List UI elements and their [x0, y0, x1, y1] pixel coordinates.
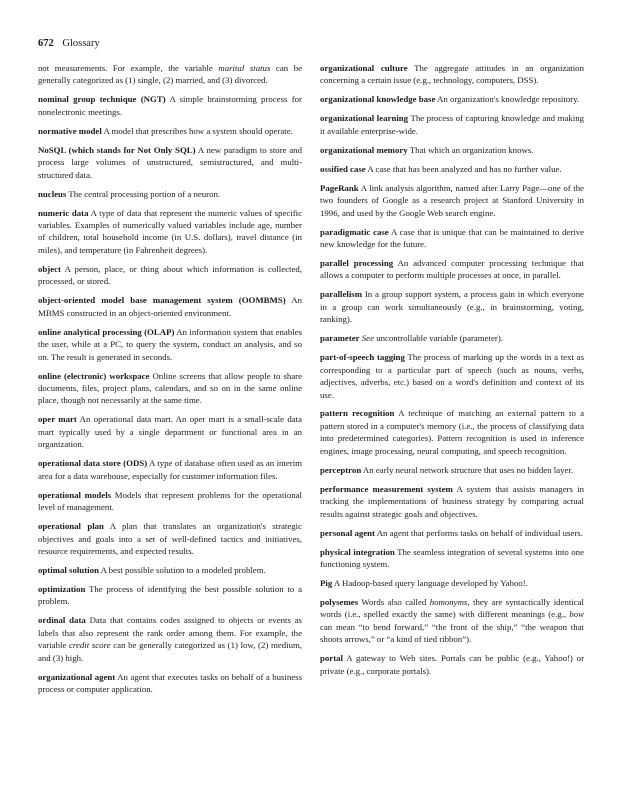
glossary-entry	[38, 294, 302, 319]
glossary-definition: A simple brainstorming process for nonelectronic meetings.	[38, 94, 302, 117]
glossary-definition: A Hadoop-based query language developed by Yahoo!.	[332, 577, 528, 588]
glossary-entry	[320, 112, 584, 137]
glossary-definition: That which an organization knows.	[407, 144, 534, 155]
glossary-definition: A case that is unique that can be maintained to derive new knowledge for the future.	[320, 226, 584, 249]
glossary-definition: A person, place, or thing about which information is collected, processed, or stored.	[38, 263, 302, 287]
left-column	[38, 62, 302, 702]
glossary-definition: An information system that enables the user, while at a PC, to query the system, conduct an analysis, and so on. The result is generated in seconds.	[38, 326, 302, 362]
glossary-entry	[38, 326, 302, 363]
glossary-entry	[38, 263, 302, 288]
glossary-term: polysemes	[320, 596, 359, 607]
glossary-definition: A case that has been analyzed and has no further value.	[365, 163, 562, 174]
glossary-term: portal	[320, 653, 343, 664]
glossary-term: pattern recognition	[320, 408, 395, 419]
glossary-definition: The seamless integration of several systems into one functioning system.	[320, 546, 584, 569]
glossary-entry	[38, 125, 302, 137]
glossary-entry	[38, 614, 302, 664]
glossary-definition: An advanced computer processing technique that allows a computer to perform multiple processes at once, in parallel.	[320, 257, 584, 281]
glossary-definition: The process of capturing knowledge and making it available enterprise-wide.	[320, 113, 584, 136]
emphasized-text: See	[361, 333, 374, 344]
glossary-term: ordinal data	[38, 615, 86, 626]
running-header	[38, 38, 100, 49]
glossary-definition: An early neural network structure that uses no hidden layer.	[361, 464, 574, 475]
glossary-definition: A type of data that represent the numeric values of specific variables. Examples of numerically valued variables include age, number of children, total household income (in U.S. dollars), travel distance (in miles), and temperature (in Fahrenheit degrees).	[38, 207, 302, 255]
glossary-entry	[320, 163, 584, 175]
glossary-term: numeric data	[38, 207, 89, 218]
glossary-term: organizational memory	[320, 144, 408, 155]
glossary-term: organizational agent	[38, 671, 116, 682]
glossary-definition: A technique of matching an external pattern to a pattern stored in a computer's memory (i.e., the process of classifying data into predetermined categories). Pattern recognition is used in inference engines, image processing, neural computing, and speech recognition.	[320, 408, 585, 456]
glossary-entry	[320, 483, 584, 520]
glossary-definition: An MBMS constructed in an object-oriented environment.	[38, 295, 303, 318]
glossary-definition: Online screens that allow people to share documents, files, project plans, calendars, and so on in the same online place, though not necessarily at the same time.	[38, 370, 303, 406]
glossary-term: ossified case	[320, 163, 366, 174]
glossary-definition: The process of identifying the best possible solution to a problem.	[38, 583, 302, 607]
glossary-entry	[38, 489, 302, 514]
glossary-definition: A link analysis algorithm, named after Larry Page—one of the two founders of Google as a research project at Stanford University in 1996, and used by the Google Web search engine.	[320, 182, 584, 218]
glossary-definition: An agent that performs tasks on behalf of individual users.	[374, 527, 583, 538]
glossary-entry	[320, 226, 584, 251]
glossary-term: optimization	[38, 583, 86, 594]
glossary-term: online (electronic) workspace	[38, 370, 150, 381]
glossary-term: online analytical processing (OLAP)	[38, 326, 175, 337]
glossary-entry	[320, 257, 584, 282]
glossary-entry	[320, 407, 584, 457]
glossary-entry	[320, 546, 584, 571]
glossary-definition: can mean “to bend forward,” “the front of the ship,” “the weapon that shoots arrows,” or “a kind of tied ribbon”).	[320, 621, 584, 645]
glossary-entry	[320, 288, 584, 325]
glossary-entry	[38, 93, 302, 118]
glossary-term: PageRank	[320, 182, 359, 193]
glossary-definition: A system that assists managers in tracking the implementations of business strategy by comparing actual results against strategic goals and objectives.	[320, 483, 584, 519]
glossary-term: parameter	[320, 333, 360, 344]
glossary-term: optimal solution	[38, 564, 99, 575]
glossary-term: personal agent	[320, 527, 375, 538]
glossary-entry	[320, 332, 584, 344]
glossary-definition: An agent that executes tasks on behalf of a business process or computer application.	[38, 671, 303, 695]
glossary-definition: A type of database often used as an interim area for a data warehouse, especially for customer information files.	[38, 458, 302, 481]
glossary-entry	[320, 351, 584, 401]
glossary-term: part-of-speech tagging	[320, 352, 405, 363]
glossary-definition: Models that represent problems for the operational level of management.	[38, 489, 302, 513]
glossary-term: physical integration	[320, 546, 395, 557]
glossary-term: performance measurement system	[320, 483, 453, 494]
glossary-definition: A model that prescribes how a system should operate.	[101, 125, 293, 136]
glossary-term: NoSQL (which stands for Not Only SQL)	[38, 144, 196, 155]
emphasized-text: bow	[569, 609, 584, 620]
glossary-entry	[38, 564, 302, 576]
emphasized-text: credit score	[69, 640, 111, 651]
glossary-definition: they are syntactically identical words (i.e., spelled exactly the same) with different meanings (e.g.,	[320, 596, 584, 620]
section-title: Glossary	[62, 38, 100, 49]
glossary-term: organizational knowledge base	[320, 94, 436, 105]
glossary-entry	[320, 527, 584, 539]
glossary-definition: uncontrollable variable (parameter).	[374, 333, 503, 344]
glossary-definition: An organization's knowledge repository.	[435, 94, 580, 105]
right-column	[320, 62, 584, 684]
glossary-definition: Words also called	[358, 596, 430, 607]
glossary-definition: The process of marking up the words in a text as corresponding to a particular part of speech (such as nouns, verbs, adjectives, adverbs, etc.) based on a word's definition and context of its use.	[320, 352, 585, 400]
glossary-definition: The aggregate attitudes in an organization concerning a certain issue (e.g., technology, computers, DSS).	[320, 63, 584, 86]
glossary-entry	[320, 62, 584, 87]
glossary-term: normative model	[38, 125, 102, 136]
glossary-entry	[320, 144, 584, 156]
glossary-entry	[38, 671, 302, 696]
glossary-definition: A new paradigm to store and process large volumes of unstructured, semistructured, and multi-structured data.	[38, 144, 302, 180]
glossary-term: nominal group technique (NGT)	[38, 94, 166, 105]
glossary-term: oper mart	[38, 414, 77, 425]
glossary-term: Pig	[320, 577, 333, 588]
glossary-term: operational plan	[38, 521, 104, 532]
glossary-definition: The central processing portion of a neuron.	[66, 188, 221, 199]
glossary-term: paradigmatic case	[320, 226, 389, 237]
glossary-term: parallel processing	[320, 257, 394, 268]
glossary-entry	[38, 457, 302, 482]
glossary-term: nucleus	[38, 188, 67, 199]
glossary-definition: In a group support system, a process gain in which everyone in a group can work simultaneously (e.g., in brainstorming, voting, ranking).	[320, 289, 584, 325]
glossary-entry	[38, 370, 302, 407]
glossary-definition: Data that contains codes assigned to objects or events as labels that also represent the rank order among them. For example, the variable	[38, 615, 302, 651]
glossary-term: organizational learning	[320, 113, 409, 124]
glossary-entry	[38, 583, 302, 608]
glossary-term: operational data store (ODS)	[38, 458, 148, 469]
glossary-entry	[38, 207, 302, 257]
glossary-entry	[320, 93, 584, 105]
glossary-term: perceptron	[320, 464, 362, 475]
glossary-definition: not measurements. For example, the variable	[38, 63, 219, 73]
glossary-definition: can be generally categorized as (1) single, (2) married, and (3) divorced.	[38, 63, 302, 86]
glossary-definition: can be generally categorized as (1) low, (2) medium, and (3) high.	[38, 640, 303, 663]
glossary-entry	[38, 144, 302, 181]
glossary-entry	[38, 188, 302, 200]
glossary-term: operational models	[38, 489, 112, 500]
glossary-definition: A gateway to Web sites. Portals can be public (e.g., Yahoo!) or private (e.g., corporate portals).	[320, 653, 584, 676]
glossary-definition: A best possible solution to a modeled problem.	[98, 564, 266, 575]
glossary-entry	[320, 577, 584, 589]
glossary-entry	[320, 596, 584, 646]
glossary-entry	[320, 464, 584, 476]
emphasized-text: marital status	[218, 63, 271, 73]
glossary-definition: A plan that translates an organization's strategic objectives and goals into a set of well-defined tactics and initiatives, resource requirements, and expected results.	[38, 521, 302, 556]
glossary-term: object-oriented model base management system (OOMBMS)	[38, 295, 286, 306]
glossary-entry	[320, 652, 584, 677]
glossary-entry	[38, 520, 302, 557]
glossary-definition: An operational data mart. An oper mart is a small-scale data mart typically used by a single department or functional area in an organization.	[38, 414, 302, 450]
glossary-term: object	[38, 263, 61, 274]
glossary-term: organizational culture	[320, 63, 408, 73]
emphasized-text: homonyms,	[429, 596, 470, 607]
page-number: 672	[38, 38, 54, 49]
glossary-term: parallelism	[320, 289, 363, 300]
glossary-entry	[320, 182, 584, 219]
glossary-entry	[38, 413, 302, 450]
glossary-entry	[38, 62, 302, 87]
